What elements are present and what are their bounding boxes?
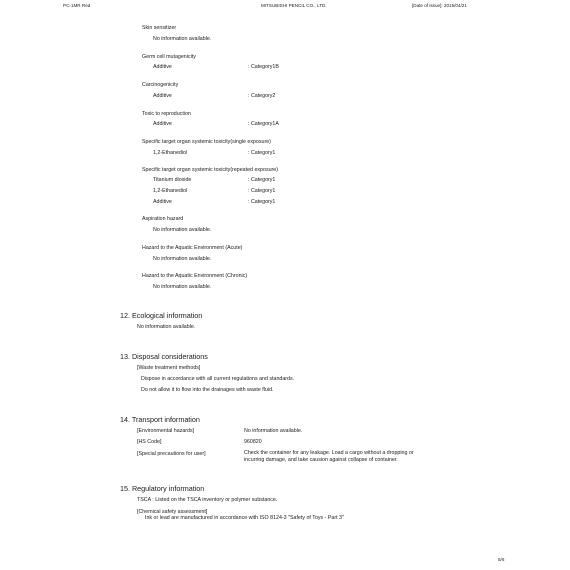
section-heading-ecological: 12. Ecological information (120, 311, 203, 320)
transport-env-label: [Environmental hazards] (137, 428, 195, 434)
disposal-line: Do not allow it to flow into the drainages with waste fluid. (141, 387, 274, 393)
aspiration-note: No information available. (153, 227, 212, 233)
stot-repeated-value: : Category1 (248, 177, 276, 183)
transport-special-label: [Special precautions for user] (137, 451, 206, 457)
transport-special-line: Check the container for any leakage. Load a cargo without a dropping or (244, 450, 414, 456)
document-product-name: PC-1MR Red (63, 3, 91, 8)
transport-hs-label: [HS Code] (137, 439, 162, 445)
stot-single-item: 1,2-Ethanediol (153, 150, 188, 156)
aquatic-acute-note: No information available. (153, 256, 212, 262)
stot-repeated-value: : Category1 (248, 199, 276, 205)
regulatory-chem-label: [Chemical safety assessment] (137, 509, 208, 515)
document-issue-date: [Date of issue]: 2015/04/21 (412, 3, 467, 8)
aquatic-acute-title: Hazard to the Aquatic Environment (Acute) (142, 245, 243, 251)
section-heading-regulatory: 15. Regulatory information (120, 484, 205, 493)
transport-special-line: incurring damage, and take causion against collapse of container. (244, 457, 398, 463)
carcinogenicity-title: Carcinogenicity (142, 82, 179, 88)
regulatory-tsca: TSCA : Listed on the TSCA inventory or polymer substance. (137, 497, 278, 503)
disposal-label: [Waste treatment methods] (137, 365, 201, 371)
transport-hs-value: 960820 (244, 439, 262, 445)
stot-repeated-item: 1,2-Ethanediol (153, 188, 188, 194)
carcinogenicity-value: : Category2 (248, 93, 276, 99)
stot-repeated-value: : Category1 (248, 188, 276, 194)
transport-env-value: No information available. (244, 428, 303, 434)
ecological-note: No information available. (137, 324, 196, 330)
aquatic-chronic-note: No information available. (153, 284, 212, 290)
reproduction-title: Toxic to reproduction (142, 111, 191, 117)
disposal-line: Dispose in accordance with all current regulations and standards. (141, 376, 295, 382)
germ-cell-value: : Category1B (248, 64, 279, 70)
stot-single-value: : Category1 (248, 150, 276, 156)
reproduction-value: : Category1A (248, 121, 279, 127)
reproduction-item: Additive (153, 121, 172, 127)
aquatic-chronic-title: Hazard to the Aquatic Environment (Chronic) (142, 273, 248, 279)
skin-sensitizer-note: No information available. (153, 36, 212, 42)
regulatory-chem-note: Ink or lead are manufactured in accordance with ISO 8124-3 "Safety of Toys - Part 3" (145, 515, 344, 521)
stot-single-title: Specific target organ systemic toxicity(single exposure) (142, 139, 271, 145)
stot-repeated-title: Specific target organ systemic toxicity(repeated exposure) (142, 167, 279, 173)
carcinogenicity-item: Additive (153, 93, 172, 99)
stot-repeated-item: Additive (153, 199, 172, 205)
stot-repeated-item: Titanium dioxide (153, 177, 192, 183)
section-heading-disposal: 13. Disposal considerations (120, 352, 208, 361)
germ-cell-item: Additive (153, 64, 172, 70)
page-number: 5/6 (498, 557, 505, 562)
section-heading-transport: 14. Transport information (120, 415, 200, 424)
skin-sensitizer-title: Skin sensitizer (142, 25, 177, 31)
document-company-name: MITSUBISHI PENCIL CO., LTD. (261, 3, 327, 8)
germ-cell-title: Germ cell mutagenicity (142, 54, 196, 60)
aspiration-title: Aspiration hazard (142, 216, 184, 222)
